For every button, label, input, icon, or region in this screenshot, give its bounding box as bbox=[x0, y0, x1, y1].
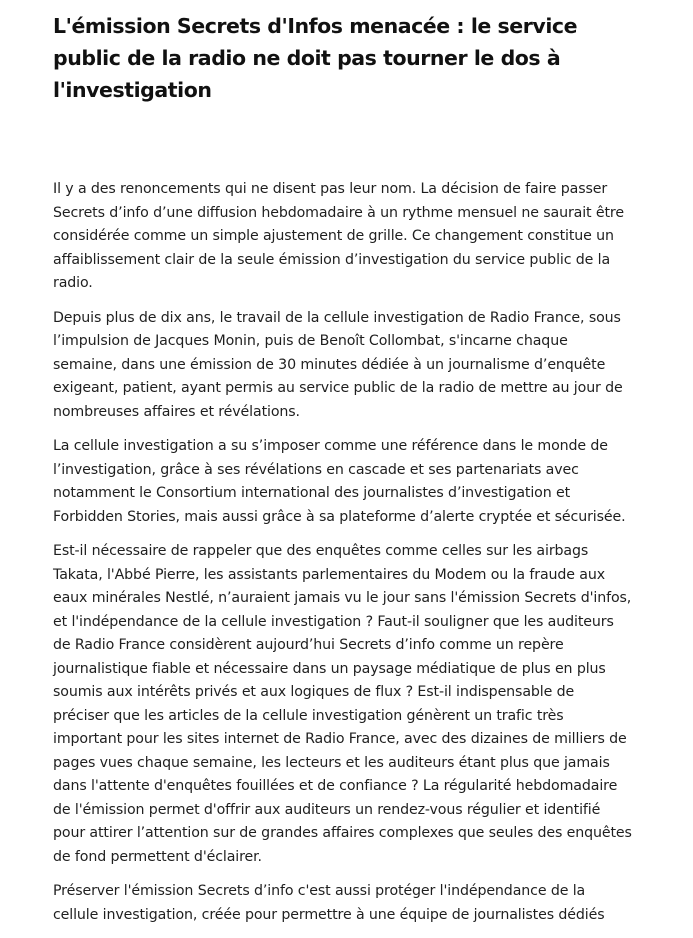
article bbox=[53, 10, 633, 938]
paragraph: Il y a des renoncements qui ne disent pas leur nom. La décision de faire passer Secrets d’info d’une diffusion hebdomadaire à un rythme mensuel ne saurait être considérée comme un simple ajustement de grille. Ce changement constitue un affaiblissement clair de la seule émission d’investigation du service public de la radio. bbox=[53, 181, 624, 291]
paragraph: Depuis plus de dix ans, le travail de la cellule investigation de Radio France, sous l’impulsion de Jacques Monin, puis de Benoît Collombat, s'incarne chaque semaine, dans une émission de 30 minutes dédiée à un journalisme d’enquête exigeant, patient, ayant permis au service public de la radio de mettre au jour de nombreuses affaires et révélations. bbox=[53, 309, 623, 420]
paragraph: Préserver l'émission Secrets d’info c'est aussi protéger l'indépendance de la cellule investigation, créée pour permettre à une équipe de journalistes dédiés bbox=[53, 883, 605, 923]
paragraph: La cellule investigation a su s’imposer comme une référence dans le monde de l’investigation, grâce à ses révélations en cascade et ses partenariats avec notamment le Consortium international des journalistes d’investigation et Forbidden Stories, mais aussi grâce à sa plateforme d’alerte cryptée et sécurisée. bbox=[53, 438, 626, 525]
paragraph: Est-il nécessaire de rappeler que des enquêtes comme celles sur les airbags Takata, l'Abbé Pierre, les assistants parlementaires du Modem ou la fraude aux eaux minérales Nestlé, n’auraient jamais vu le jour sans l'émission Secrets d'infos, et l'indépendance de la cellule investigation ? Faut-il souligner que les auditeurs de Radio France considèrent aujourd’hui Secrets d’info comme un repère journalistique fiable et nécessaire dans un paysage médiatique de plus en plus soumis aux intérêts privés et aux logiques de flux ? Est-il indispensable de préciser que les articles de la cellule investigation génèrent un trafic très important pour les sites internet de Radio France, avec des dizaines de milliers de pages vues chaque semaine, les lecteurs et les auditeurs étant plus que jamais dans l'attente d'enquêtes fouillées et de confiance ? La régularité hebdomadaire de l'émission permet d'offrir aux auditeurs un rendez-vous régulier et identifié pour attirer l’attention sur de grandes affaires complexes que seules des enquêtes de fond permettent d'éclairer. bbox=[53, 543, 632, 865]
article-title: L'émission Secrets d'Infos menacée : le service public de la radio ne doit pas tourner le dos à l'investigation bbox=[53, 14, 578, 102]
article-body bbox=[53, 178, 633, 927]
